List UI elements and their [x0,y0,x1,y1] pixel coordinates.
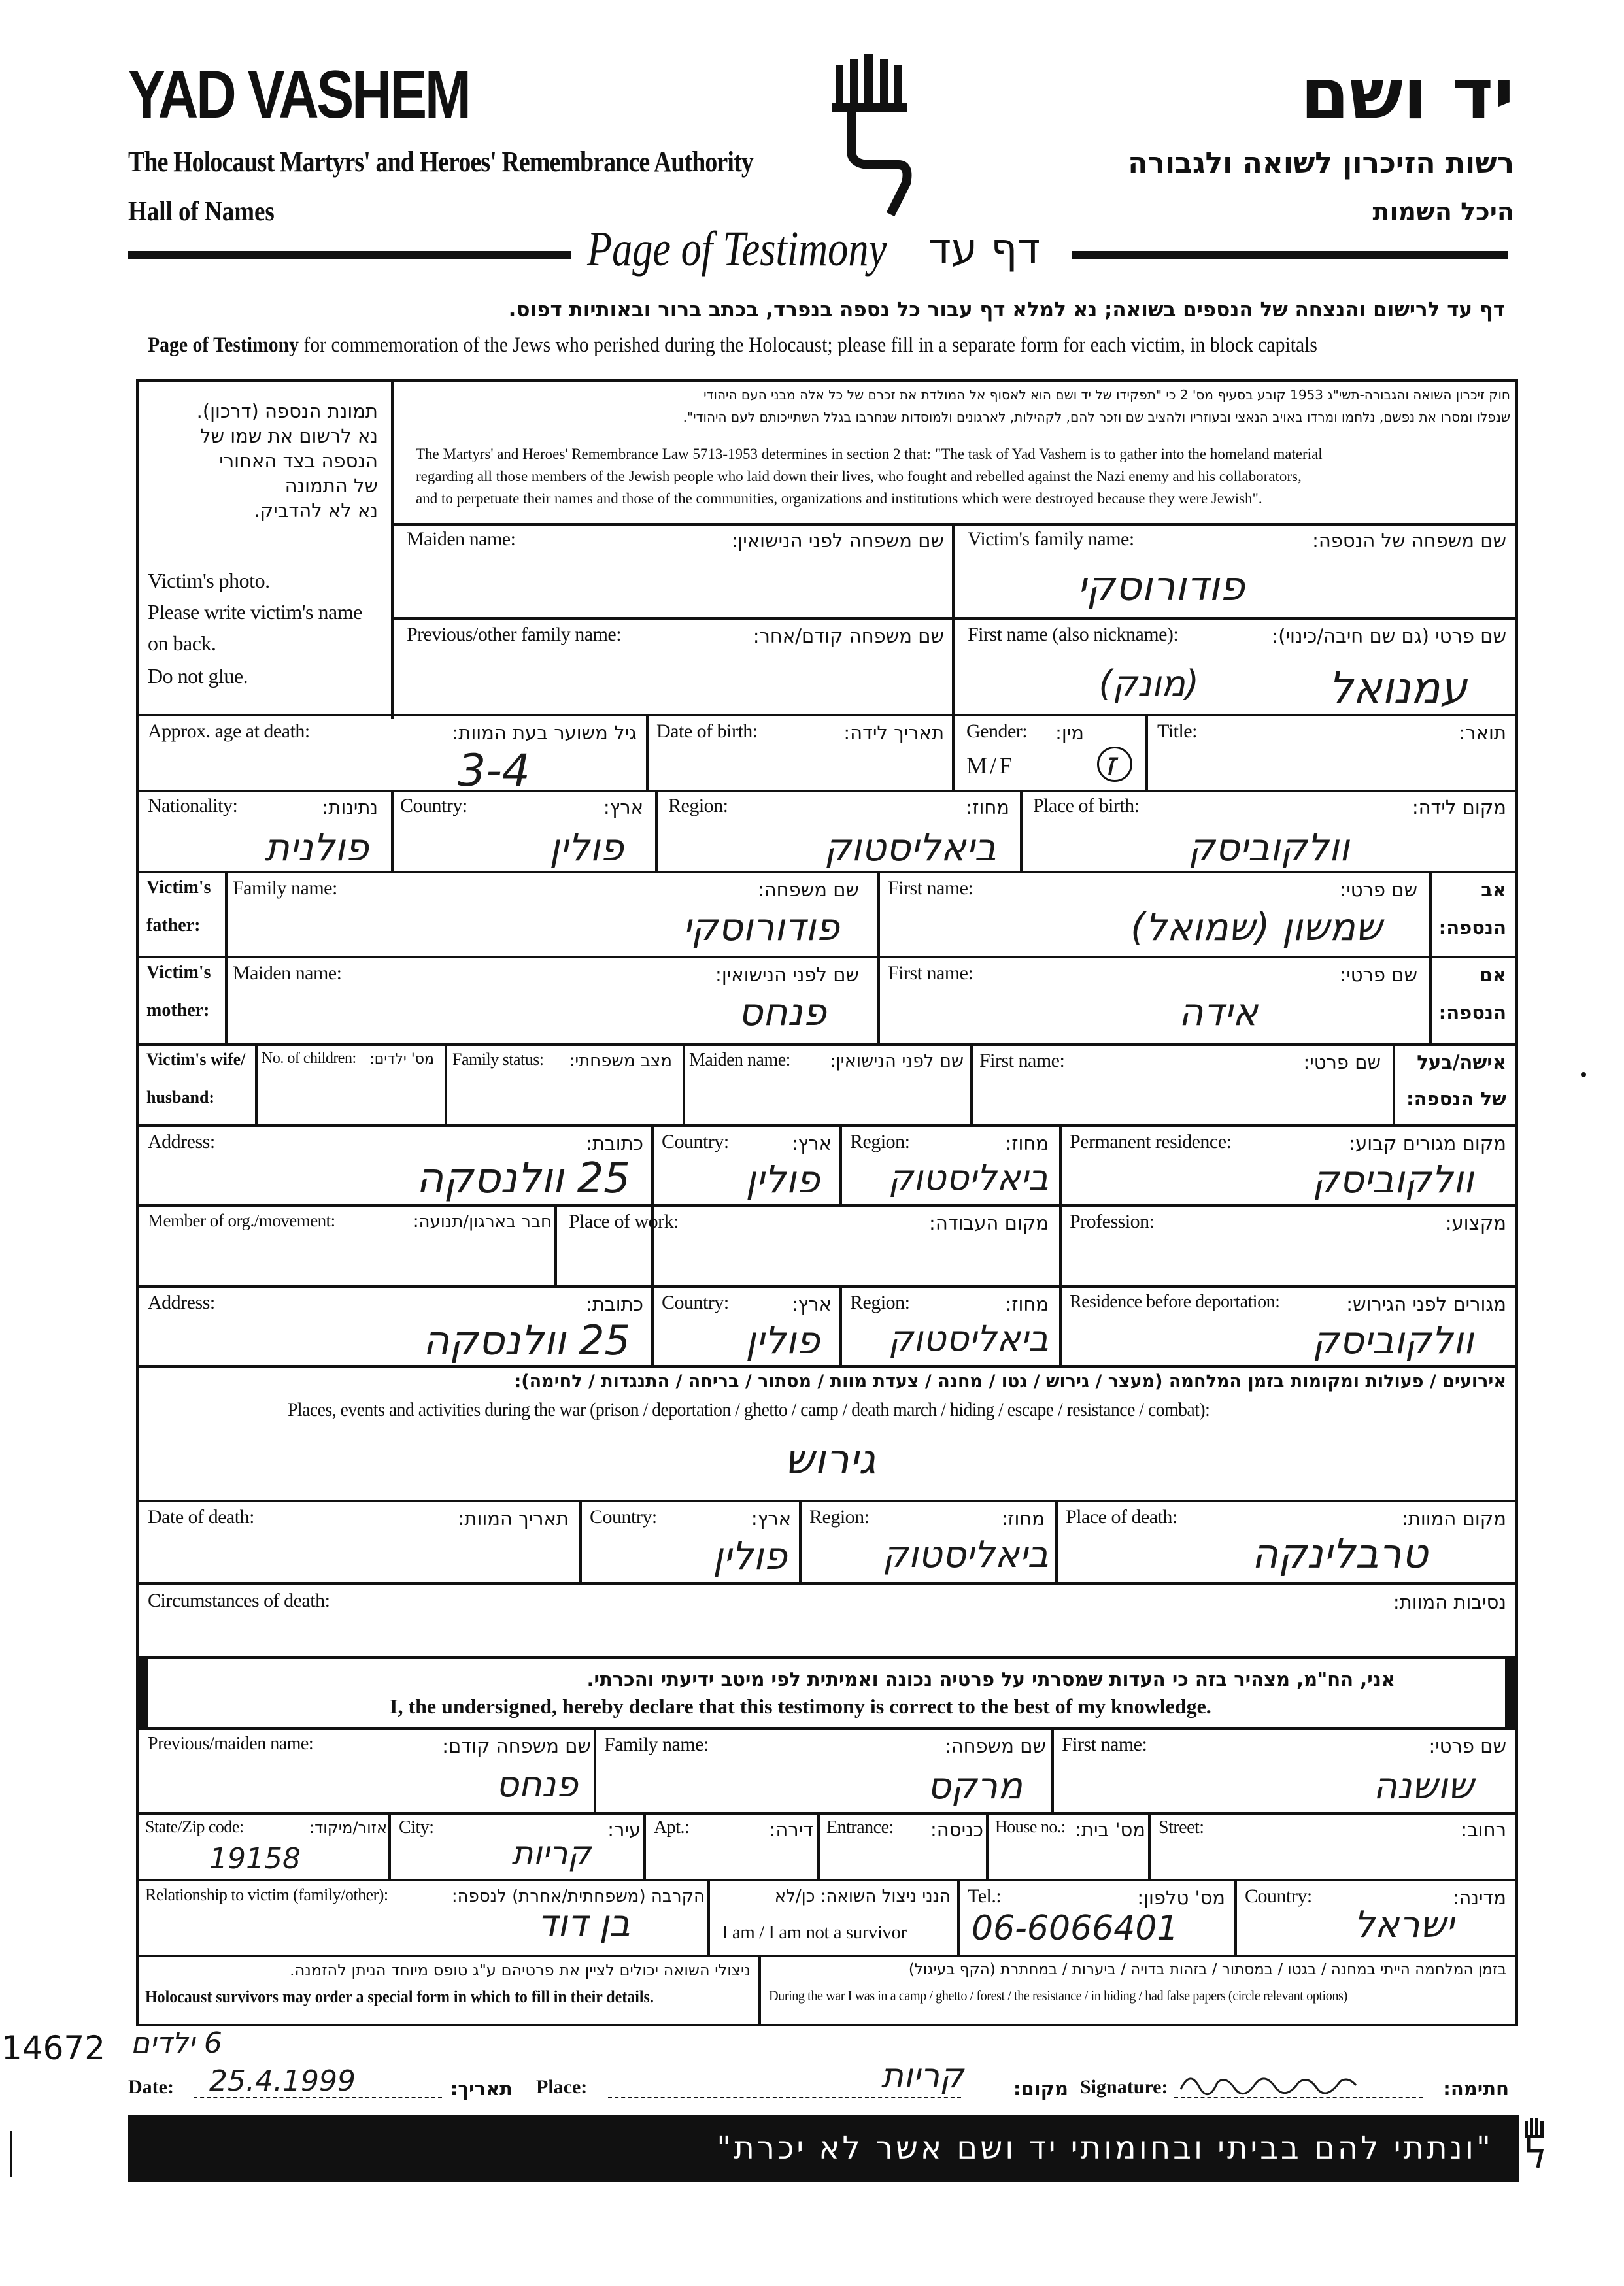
children-label-he: מס' ילדים: [369,1051,434,1067]
pob-label-he: מקום לידה: [1412,796,1506,818]
age-label-he: גיל משוער בעת המוות: [452,722,637,744]
mother-label-en-2: mother: [146,1000,210,1020]
photo-en-3: on back. [148,631,216,655]
country-value[interactable]: פולין [549,825,624,869]
dob-label-en: Date of birth: [656,720,758,742]
death-region-value[interactable]: ביאליסטוק [882,1534,1049,1576]
sub-rel-label-en: Relationship to victim (family/other): [145,1885,388,1904]
sub-survivor-label-en[interactable]: I am / I am not a survivor [722,1922,907,1943]
member-label-en: Member of org./movement: [148,1211,335,1230]
gender-label-he: מין: [1055,722,1084,744]
sub-prev-label-he: שם משפחה קודם: [442,1735,591,1757]
sub-survivor-label-he: הנני ניצול השואה: כן/לא [774,1887,951,1906]
survivors-note-en: Holocaust survivors may order a special form in which to fill in their details. [145,1987,654,2006]
law-en-1: The Martyrs' and Heroes' Remembrance Law 5713-1953 determines in section 2 that: "The task of Yad Vashem is to gather into the homeland material [416,446,1323,462]
deport-region-label-he: מחוז: [1005,1293,1049,1315]
region-label-he: מחוז: [966,796,1009,818]
addr-country-value[interactable]: פולין [745,1157,820,1202]
footer-quote: "ונתתי להם בביתי ובחומותי יד ושם אשר לא יכרת" [717,2130,1493,2166]
nationality-label-he: נתינות: [322,796,378,818]
sub-street-label-he: רחוב: [1461,1819,1506,1841]
children-label-en: No. of children: [262,1050,356,1067]
podeath-value[interactable]: טרבלינקה [1251,1530,1428,1577]
sub-prev-value[interactable]: פנחס [496,1764,578,1805]
hall-of-names-en: Hall of Names [128,197,275,227]
spouse-label-he-2: של הנספה: [1406,1088,1506,1110]
prev-name-label-he: שם משפחה קודם/אחר: [753,625,944,647]
pob-value[interactable]: וולקוביסק [1188,825,1349,869]
declaration-en: I, the undersigned, hereby declare that this testimony is correct to the best of my knowledge. [390,1694,1211,1718]
sub-street-label-en: Street: [1159,1817,1204,1838]
sub-family-value[interactable]: מרקס [927,1765,1023,1807]
photo-he-3: הנספה בצד האחורי [219,450,378,472]
region-value[interactable]: ביאליסטוק [824,825,996,869]
title-label-he: תואר: [1459,722,1506,744]
spouse-maiden-label-he: שם לפני הנישואין: [830,1051,964,1071]
sub-apt-label-he: דירה: [769,1819,813,1841]
address-value[interactable]: 25 וולנסקה [416,1154,630,1203]
sub-entrance-label-en: Entrance: [826,1817,894,1838]
org-subtitle-en: The Holocaust Martyrs' and Heroes' Remembrance Authority [128,146,753,178]
mother-maiden-label-en: Maiden name: [233,962,342,984]
sub-first-value[interactable]: שושנה [1373,1765,1474,1807]
place-label-he: מקום: [1013,2077,1068,2100]
survivors-note-he: ניצולי השואה יכולים לציין את פרטיהם ע"ג טופס מיוחד הניתן להזמנה. [290,1961,751,1979]
spouse-label-he-1: אישה/בעל [1417,1051,1506,1073]
prof-label-en: Profession: [1070,1211,1155,1232]
sub-rel-label-he: הקרבה (משפחתית/אחרת) לנספה: [451,1887,705,1906]
dod-label-en: Date of death: [148,1506,254,1528]
photo-he-5: נא לא להדביק. [254,499,378,522]
intro-en-rest: for commemoration of the Jews who perished during the Holocaust; please fill in a separate form for each victim, in block capitals [299,333,1317,357]
sub-country-label-en: Country: [1245,1885,1312,1907]
war-note-he: בזמן המלחמה הייתי במחנה / בגטו / במסתור / בזהות בדויה / ביערות / במחתרת (הקף בעיגול) [908,1961,1506,1978]
sub-city-label-he: עיר: [607,1819,641,1841]
declaration-band-left [136,1656,148,1727]
addr-region-label-en: Region: [850,1131,910,1152]
header [0,0,1624,322]
spouse-label-en-2: husband: [146,1088,215,1107]
father-first-label-en: First name: [888,877,973,899]
photo-he-4: של התמונה [284,475,378,497]
deport-region-label-en: Region: [850,1292,910,1313]
perm-res-value[interactable]: וולקוביסק [1312,1157,1474,1202]
sub-house-label-en: House no.: [995,1817,1066,1836]
death-country-value[interactable]: פולין [713,1534,787,1578]
pob-label-en: Place of birth: [1033,795,1140,816]
sub-first-label-he: שם פרטי: [1429,1735,1506,1757]
addr-region-label-he: מחוז: [1005,1132,1049,1154]
hall-of-names-he: היכל השמות [1372,197,1514,226]
intro-en-bold: Page of Testimony [148,333,299,357]
sub-prev-label-en: Previous/maiden name: [148,1734,314,1754]
prev-name-label-en: Previous/other family name: [407,624,622,645]
deport-address-value[interactable]: 25 וולנסקה [422,1317,630,1364]
org-subtitle-he: רשות הזיכרון לשואה ולגבורה [1128,146,1514,180]
age-label-en: Approx. age at death: [148,720,310,742]
photo-en-1: Victim's photo. [148,569,270,592]
title-rule-left [128,251,571,259]
title-label-en: Title: [1157,720,1197,742]
place-value[interactable]: קריות [881,2057,964,2096]
date-label-en: Date: [128,2076,174,2098]
sub-state-label-en: State/Zip code: [145,1817,244,1836]
sub-family-label-he: שם משפחה: [944,1735,1046,1757]
country-label-he: ארץ: [603,796,643,818]
circ-label-en: Circumstances of death: [148,1590,330,1611]
sub-tel-value[interactable]: 06-6066401 [972,1909,1179,1948]
sub-state-value[interactable]: 19158 [209,1842,301,1875]
perm-res-label-en: Permanent residence: [1070,1131,1232,1152]
dob-label-he: תאריך לידה: [843,722,944,744]
law-en-3: and to perpetuate their names and those of the communities, organizations and institutions which were destroyed because they were Jewish". [416,490,1262,507]
nationality-label-en: Nationality: [148,795,238,816]
photo-he-2: נא לרשום את שמו של [199,425,378,447]
mother-maiden-value[interactable]: פנחס [738,990,826,1034]
circ-label-he: נסיבות המוות: [1393,1591,1506,1613]
death-region-label-en: Region: [809,1506,870,1528]
gender-circle [1097,747,1132,782]
father-label-en-1: Victim's [146,877,211,898]
photo-he-1: תמונת הנספה (דרכון). [196,400,378,422]
sub-state-label-he: אזור/מיקוד: [309,1819,387,1837]
father-family-label-en: Family name: [233,877,337,899]
deport-address-label-en: Address: [148,1292,215,1313]
scan-mark [1581,1072,1586,1077]
date-label-he: תאריך: [450,2077,513,2100]
mother-label-he-2: הנספה: [1438,1001,1506,1024]
spouse-maiden-label-en: Maiden name: [689,1050,790,1070]
deport-region-value[interactable]: ביאליסטוק [888,1318,1049,1359]
sub-tel-label-en: Tel.: [968,1885,1002,1907]
yad-vashem-logo [825,52,930,216]
podeath-label-he: מקום המוות: [1402,1507,1506,1530]
intro-en [148,333,1317,358]
member-label-he: חבר בארגון/תנועה: [413,1212,552,1232]
law-en-2: regarding all those members of the Jewish people who laid down their lives, who fought and rebelled against the Nazi enemy and his collaborators, [416,468,1302,484]
sub-apt-label-en: Apt.: [654,1817,690,1838]
famstat-label-en: Family status: [452,1050,544,1069]
mother-label-en-1: Victim's [146,962,211,983]
sub-tel-label-he: מס' טלפון: [1137,1887,1225,1909]
addr-country-label-en: Country: [662,1131,729,1152]
addr-country-label-he: ארץ: [791,1132,832,1154]
deport-country-label-en: Country: [662,1292,729,1313]
work-label-en: Place of work: [569,1211,679,1232]
work-label-he: מקום העבודה: [929,1212,1049,1234]
sub-rel-value[interactable]: בן דוד [537,1902,630,1945]
deport-country-value[interactable]: פולין [745,1318,820,1362]
spouse-first-label-he: שם פרטי: [1303,1051,1381,1073]
first-name-nickname[interactable]: (מונק) [1098,663,1199,704]
first-name-label-en: First name (also nickname): [968,624,1179,645]
first-name-label-he: שם פרטי (גם שם חיבה/כינוי): [1272,625,1506,647]
mother-label-he-1: אם [1479,964,1506,986]
war-note-en: During the war I was in a camp / ghetto / forest / the resistance / in hiding / had false papers (circle relevant options) [769,1987,1347,2004]
title-rule-right [1072,251,1508,259]
mother-first-label-he: שם פרטי: [1340,964,1417,986]
family-name-label-en: Victim's family name: [968,528,1134,550]
region-label-en: Region: [668,795,728,816]
father-label-he-1: אב [1481,879,1506,901]
margin-number: 14672 [1,2029,106,2067]
photo-en-4: Do not glue. [148,664,248,688]
places-label-en: Places, events and activities during the war (prison / deportation / ghetto / camp / death march / hiding / escape / resistance / combat): [288,1399,1210,1420]
org-name-en: YAD VASHEM [128,57,469,133]
prof-label-he: מקצוע: [1445,1212,1506,1234]
footer-bar [128,2115,1519,2182]
famstat-label-he: מצב משפחתי: [569,1051,672,1071]
father-label-he-2: הנספה: [1438,916,1506,939]
gender-options: M/F [966,752,1015,779]
law-he-2: שנפלו ומסרו את נפשם, נלחמו ומרדו באויב הנאצי ובעוזריו ולהציב שם וזכר להם, לקהילות, לארגונים ולמוסדות שנחרבו בגלל השתייכותם לעם היהודי". [683,409,1510,425]
footer-logo-icon [1523,2118,1547,2170]
places-label-he: אירועים / פעולות ומקומות בזמן המלחמה (מעצר / גירוש / גטו / מחנה / צעדת מוות / מסתור / בריחה / התנגדות / לחימה): [514,1371,1506,1392]
father-first-label-he: שם פרטי: [1340,879,1417,901]
death-country-label-he: ארץ: [751,1507,791,1530]
sub-country-value[interactable]: ישראל [1353,1904,1454,1946]
sub-house-label-he: מס' בית: [1075,1819,1145,1841]
sub-city-label-en: City: [399,1817,434,1838]
sub-city-value[interactable]: קריות [511,1834,591,1872]
dod-label-he: תאריך המוות: [458,1507,569,1530]
mother-first-value[interactable]: אידה [1178,990,1258,1034]
intro-he: דף עד לרישום והנצחה של הנספים בשואה; נא למלא דף עבור כל נספה בנפרד, בכתב ברור ובאותיות דפוס. [508,298,1505,322]
place-underline [608,2097,961,2098]
scan-mark [10,2131,12,2177]
father-family-label-he: שם משפחה: [757,879,859,901]
address-label-en: Address: [148,1131,215,1152]
mother-first-label-en: First name: [888,962,973,984]
signature-image[interactable] [1177,2063,1360,2100]
mother-maiden-label-he: שם לפני הנישואין: [715,964,859,986]
country-label-en: Country: [400,795,467,816]
maiden-name-label-he: שם משפחה לפני הנישואין: [731,529,944,552]
first-name-value[interactable]: עמנואל [1328,663,1467,713]
deport-res-value[interactable]: וולקוביסק [1312,1318,1474,1362]
photo-en-2: Please write victim's name [148,600,362,624]
war-places-value[interactable]: גירוש [785,1436,876,1484]
gender-label-en: Gender: [966,720,1028,742]
deport-country-label-he: ארץ: [791,1293,832,1315]
addr-region-value[interactable]: ביאליסטוק [888,1157,1049,1198]
signature-underline [1174,2097,1423,2098]
form-title-he: דף עד [928,225,1041,273]
gender-value[interactable]: ז [1105,745,1117,783]
declaration-band-right [1505,1656,1518,1727]
date-underline [194,2097,442,2098]
address-label-he: כתובת: [586,1132,643,1154]
death-region-label-he: מחוז: [1001,1507,1045,1530]
form-title-en: Page of Testimony [587,222,887,277]
deport-address-label-he: כתובת: [586,1293,643,1315]
father-first-value[interactable]: שמשון (שמואל) [1130,905,1382,949]
podeath-label-en: Place of death: [1066,1506,1177,1528]
deport-res-label-he: מגורים לפני הגירוש: [1346,1293,1506,1315]
date-value[interactable]: 25.4.1999 [209,2064,356,2098]
father-family-value[interactable]: פודורוסקי [683,905,839,949]
signature-label-he: חתימה: [1443,2077,1509,2100]
law-he-1: חוק זיכרון השואה והגבורה-תשי"ג 1953 קובע בסעיף מס' 2 כי "תפקידו של יד ושם הוא לאסוף אל המולדת את זכרם של כל אלה מבני העם היהודי [703,387,1510,403]
father-label-en-2: father: [146,915,201,935]
age-value[interactable]: 3-4 [458,745,531,797]
deport-res-label-en: Residence before deportation: [1070,1292,1280,1312]
signature-label-en: Signature: [1080,2076,1168,2098]
declaration-he: אני, הח"מ, מצהיר בזה כי העדות שמסרתי על פרטיה נכונה ואמיתית לפי מיטב ידיעתי והכרתי. [586,1668,1395,1690]
margin-note: 6 ילדים [131,2026,222,2060]
sub-entrance-label-he: כניסה: [930,1819,983,1841]
spouse-first-label-en: First name: [979,1050,1065,1071]
sub-first-label-en: First name: [1062,1734,1147,1755]
maiden-name-label-en: Maiden name: [407,528,516,550]
family-name-value[interactable]: פודורוסקי [1077,562,1245,610]
death-country-label-en: Country: [590,1506,657,1528]
nationality-value[interactable]: פולנית [264,825,369,869]
sub-family-label-en: Family name: [604,1734,709,1755]
place-label-en: Place: [536,2076,588,2098]
family-name-label-he: שם משפחה של הנספה: [1312,529,1506,552]
org-name-he: יד ושם [1300,54,1514,135]
spouse-label-en-1: Victim's wife/ [146,1050,246,1069]
sub-country-label-he: מדינה: [1452,1887,1506,1909]
perm-res-label-he: מקום מגורים קבוע: [1349,1132,1506,1154]
